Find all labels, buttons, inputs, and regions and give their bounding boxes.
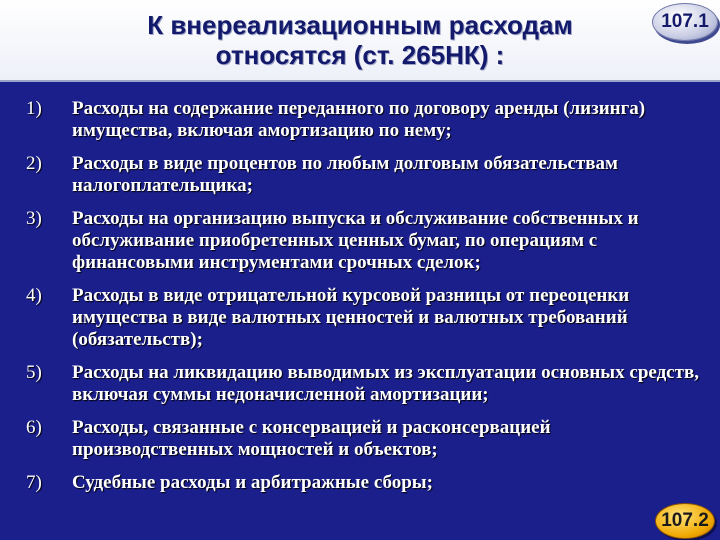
slide-header (0, 0, 720, 82)
item-number: 3) (26, 208, 42, 229)
next-slide-label: 107.2 (661, 510, 709, 531)
item-number: 5) (26, 362, 42, 383)
slide-number-label: 107.1 (661, 11, 709, 32)
item-text: Расходы в виде процентов по любым долговым обязательствам налогоплательщика; (72, 153, 618, 196)
item-text: Расходы на организацию выпуска и обслуживание собственных и обслуживание приобретенных ценных бумаг, по операциям с финансовыми инструментами срочных сделок; (72, 208, 639, 273)
item-text: Расходы на ликвидацию выводимых из эксплуатации основных средств, включая суммы недоначисленной амортизации; (72, 362, 699, 405)
slide-number-badge[interactable] (652, 3, 718, 41)
item-number: 7) (26, 472, 42, 493)
list-item (26, 98, 706, 142)
item-text: Судебные расходы и арбитражные сборы; (72, 472, 433, 493)
item-number: 2) (26, 153, 42, 174)
list-item (26, 417, 706, 461)
item-text: Расходы на содержание переданного по договору аренды (лизинга) имущества, включая амортизацию по нему; (72, 98, 646, 141)
next-slide-badge[interactable] (655, 503, 715, 539)
list-item (26, 153, 706, 197)
expense-list (26, 98, 706, 505)
slide-title: К внереализационным расходам относятся (ст. 265НК) : (147, 10, 573, 70)
list-item (26, 362, 706, 406)
item-text: Расходы, связанные с консервацией и расконсервацией производственных мощностей и объектов; (72, 417, 551, 460)
list-item (26, 208, 706, 274)
item-number: 4) (26, 285, 42, 306)
list-item (26, 472, 706, 494)
item-text: Расходы в виде отрицательной курсовой разницы от переоценки имущества в виде валютных ценностей и валютных требований (обязательств); (72, 285, 630, 350)
item-number: 6) (26, 417, 42, 438)
list-item (26, 285, 706, 351)
item-number: 1) (26, 98, 42, 119)
